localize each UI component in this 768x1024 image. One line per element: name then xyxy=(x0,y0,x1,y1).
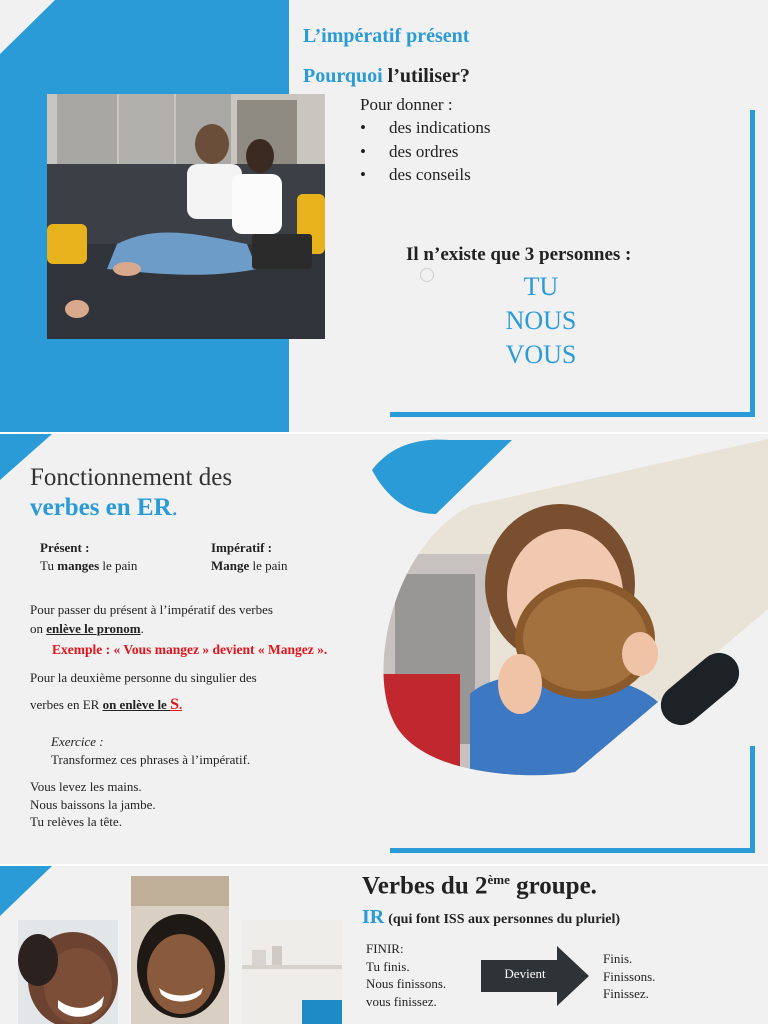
title-sup: ème xyxy=(487,872,510,887)
finir-imperative-line: Finis. xyxy=(603,951,633,966)
present-verb: manges xyxy=(57,558,100,573)
title-line1: Fonctionnement des xyxy=(30,464,233,491)
person-vous: VOUS xyxy=(505,340,577,369)
ir-subtitle xyxy=(362,906,620,929)
finir-line: vous finissez. xyxy=(366,993,437,1009)
exercise-label: Exercice : xyxy=(51,734,104,749)
smiling-girl-photo xyxy=(131,876,229,1024)
reasons-block xyxy=(360,95,491,189)
present-column xyxy=(40,540,137,574)
slide-verbes-er xyxy=(0,434,768,864)
rule2-line1: Pour la deuxième personne du singulier des xyxy=(30,670,257,685)
slide1-subtitle xyxy=(303,65,470,88)
rule2-dot: . xyxy=(178,697,183,712)
rule1-post: . xyxy=(140,621,144,636)
slide-imperatif-present xyxy=(0,0,768,432)
title-pre: Verbes du 2 xyxy=(362,872,488,900)
slide-verbes-2e-groupe xyxy=(0,866,768,1024)
kitchen-shelf-photo xyxy=(242,920,342,1024)
present-head: Présent : xyxy=(40,540,90,555)
clock-icon xyxy=(420,268,434,282)
rule2-s: S xyxy=(170,696,179,713)
slide1-title: L’impératif présent xyxy=(303,25,470,47)
couple-on-couch-photo xyxy=(47,94,325,339)
reason-item: • des conseils xyxy=(360,165,491,189)
rule1-line1: Pour passer du présent à l’impératif des verbes xyxy=(30,602,273,617)
finir-line: Tu finis. xyxy=(366,958,410,974)
person-tu: TU xyxy=(523,272,559,301)
exercise-sentence: Tu relèves la tête. xyxy=(30,814,122,829)
rule2-underlined: on enlève le xyxy=(102,697,171,712)
reasons-intro: Pour donner : xyxy=(360,95,453,114)
exercise-sentences xyxy=(30,778,156,831)
rule1-pre: on xyxy=(30,621,47,636)
finir-line: Nous finissons. xyxy=(366,976,447,991)
arrow-label: Devient xyxy=(504,966,546,981)
rule2-pre: verbes en ER xyxy=(30,697,103,712)
imperative-verb: Mange xyxy=(211,558,250,573)
finir-imperative-line: Finissez. xyxy=(603,986,649,1001)
imperative-head: Impératif : xyxy=(211,540,273,555)
present-pre: Tu xyxy=(40,558,58,573)
rule2 xyxy=(30,670,360,714)
devient-arrow xyxy=(481,946,591,1006)
exercise-sentence: Nous baissons la jambe. xyxy=(30,796,156,812)
person-nous: NOUS xyxy=(505,306,577,335)
reason-item: • des ordres xyxy=(360,142,491,166)
slide3-title xyxy=(362,872,597,900)
slide2-title xyxy=(30,464,232,522)
imperative-column xyxy=(211,540,288,574)
finir-line: FINIR: xyxy=(366,941,404,956)
subtitle-rest: l’utiliser? xyxy=(382,65,470,87)
example-text: Exemple : « Vous mangez » devient « Mangez ». xyxy=(52,642,328,657)
exercise-sentence: Vous levez les mains. xyxy=(30,779,142,794)
title-dot: . xyxy=(171,494,178,521)
imperative-post: le pain xyxy=(249,558,288,573)
title-post: groupe. xyxy=(509,872,597,900)
ir-note: (qui font ISS aux personnes du pluriel) xyxy=(388,912,621,927)
exercise-instruction: Transformez ces phrases à l’impératif. xyxy=(51,752,251,767)
persons-heading: Il n’existe que 3 personnes : xyxy=(406,244,632,265)
smiling-man-photo xyxy=(18,920,118,1024)
reason-item: • des indications xyxy=(360,118,491,142)
corner-triangle xyxy=(0,866,52,916)
rule1-underlined: enlève le pronom xyxy=(46,621,141,636)
finir-present-list xyxy=(366,940,446,1010)
present-post: le pain xyxy=(99,558,138,573)
reasons-list xyxy=(360,118,491,189)
subtitle-highlight: Pourquoi xyxy=(303,65,383,87)
title-line2: verbes en ER xyxy=(30,494,172,521)
rule1 xyxy=(30,600,360,638)
finir-imperative-list xyxy=(603,950,655,1003)
ir-label: IR xyxy=(362,906,385,928)
persons-list xyxy=(441,270,641,372)
finir-imperative-line: Finissons. xyxy=(603,968,656,984)
